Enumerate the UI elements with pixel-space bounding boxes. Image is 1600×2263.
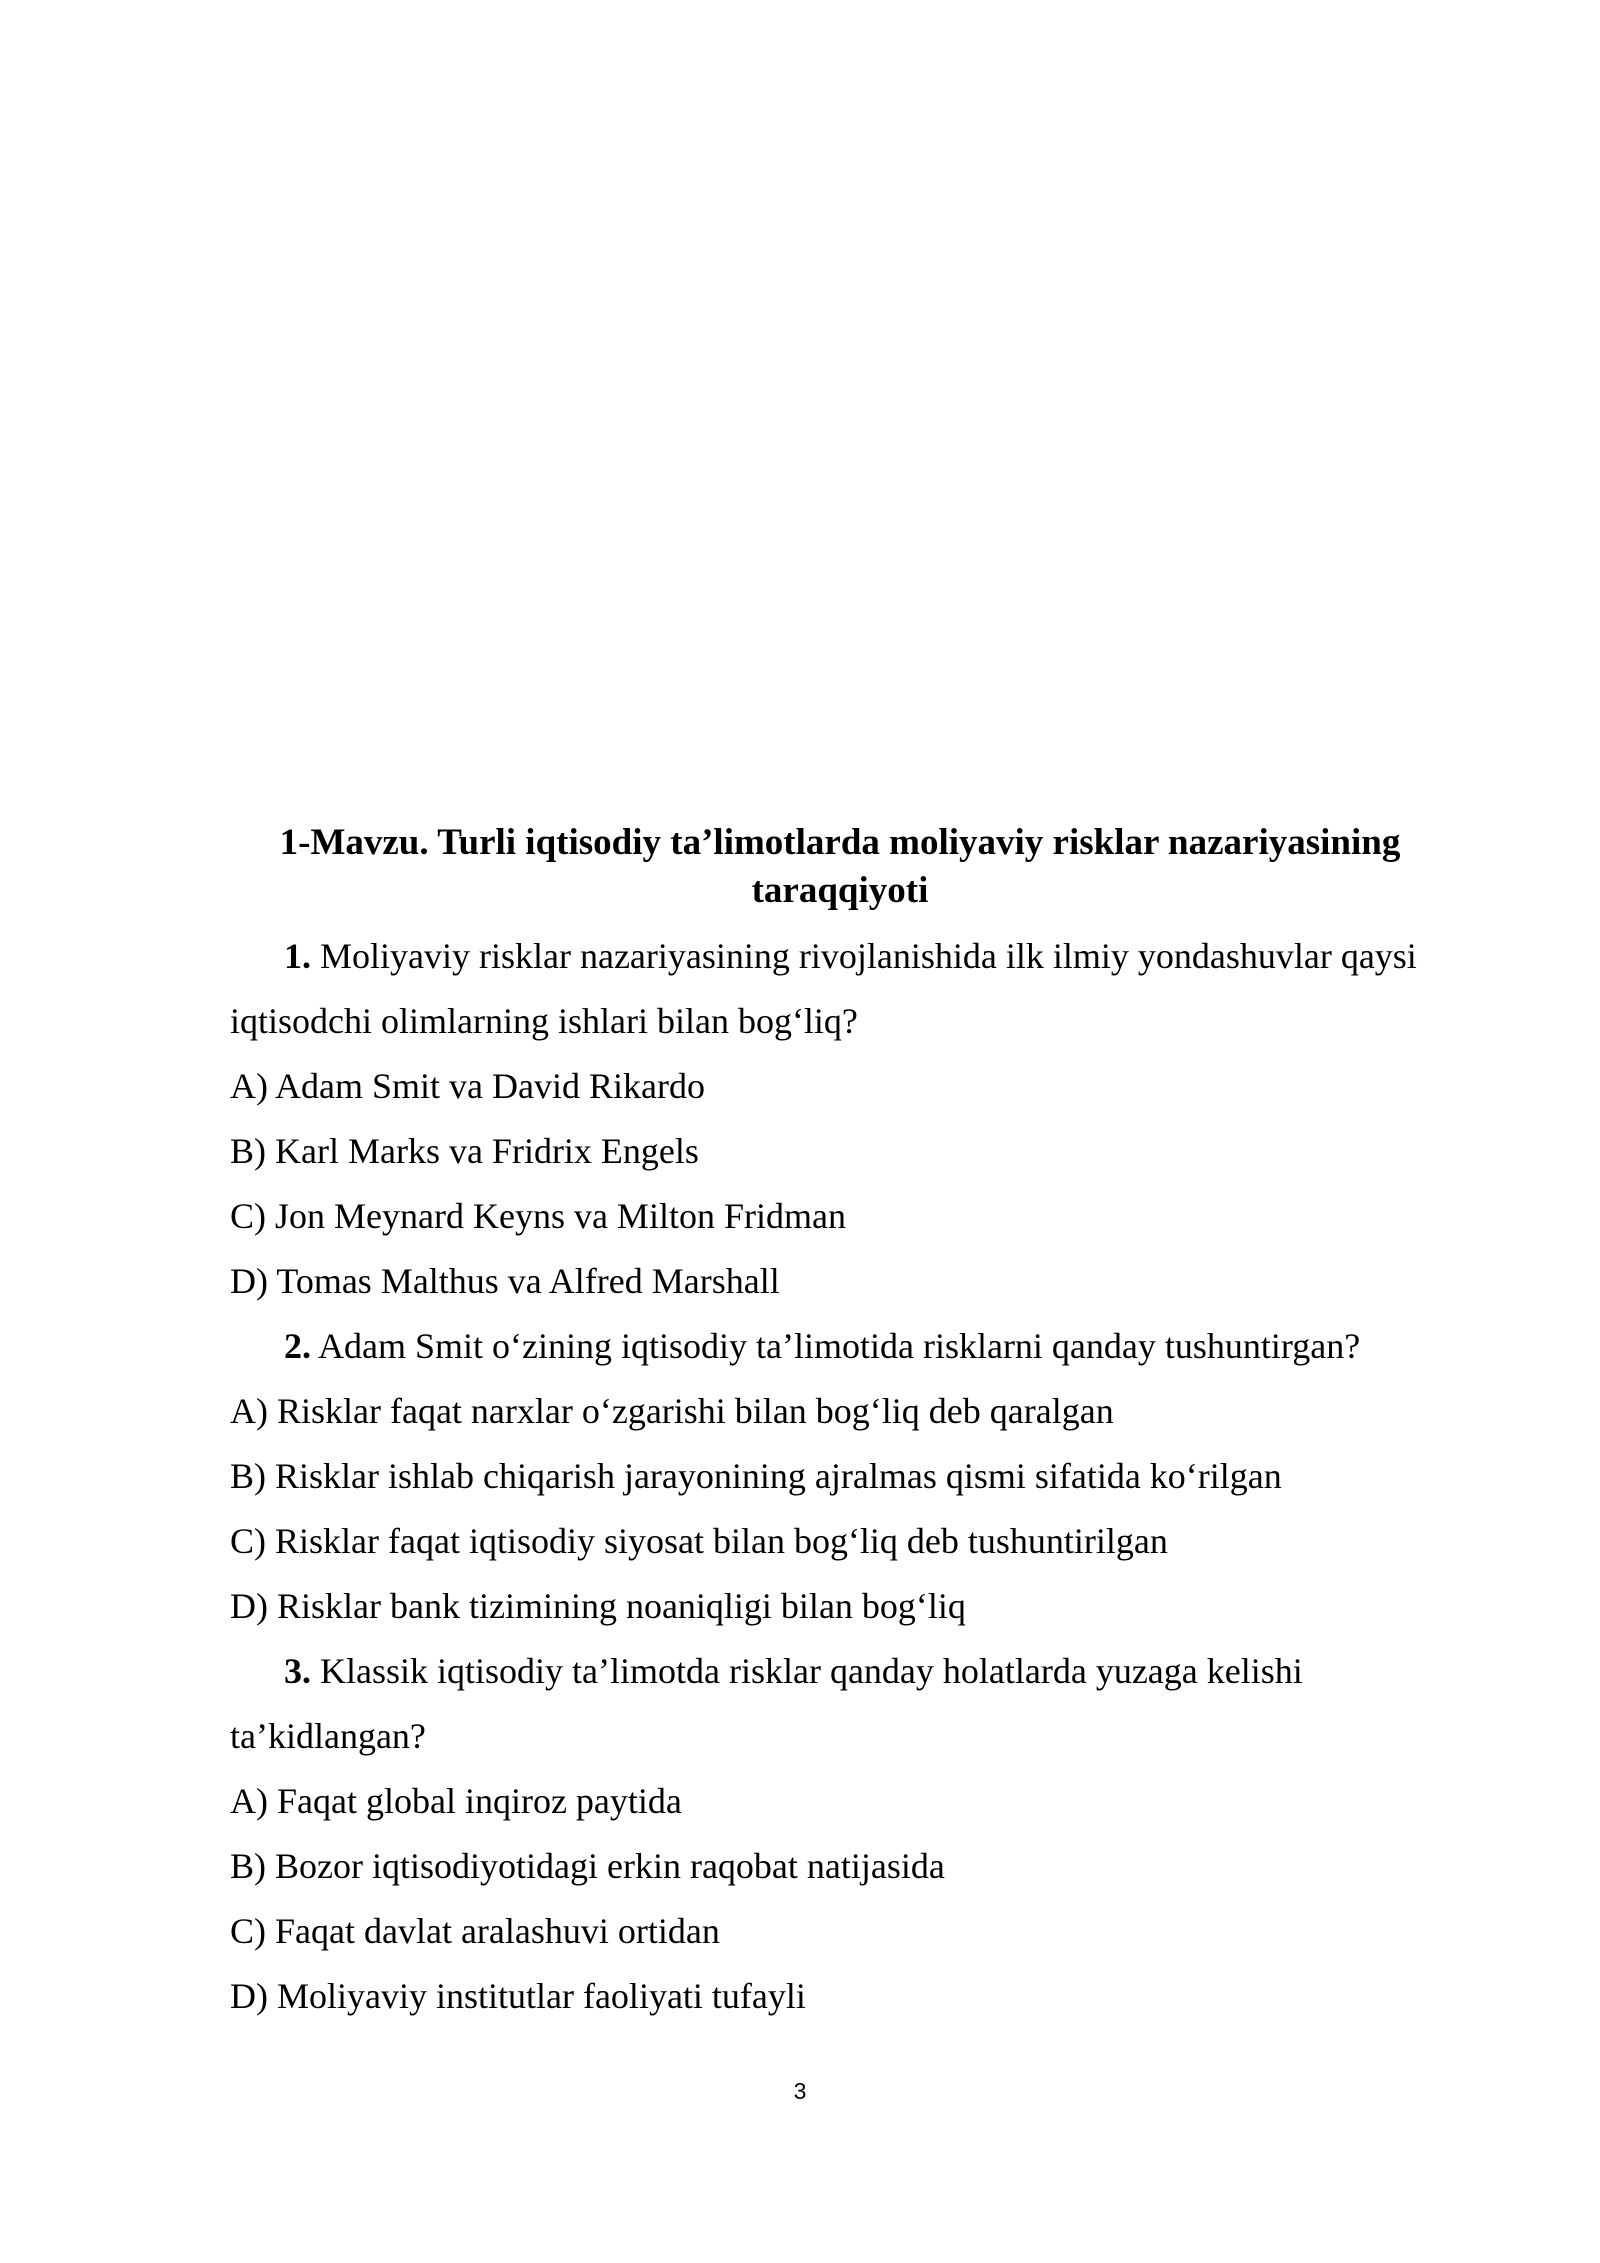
- page-title-line-1: 1-Mavzu. Turli iqtisodiy ta’limotlarda moliyaviy risklar nazariyasining: [279, 822, 1401, 863]
- question-1-number: 1.: [284, 936, 311, 976]
- question-2-option-b: B) Risklar ishlab chiqarish jarayonining ajralmas qismi sifatida ko‘rilgan: [230, 1456, 1282, 1496]
- question-3-option-a: A) Faqat global inqiroz paytida: [230, 1781, 682, 1821]
- question-1-option-d: D) Tomas Malthus va Alfred Marshall: [230, 1261, 780, 1301]
- question-1-text-line-1: Moliyaviy risklar nazariyasining rivojlanishida ilk ilmiy yondashuvlar qaysi: [311, 936, 1417, 976]
- question-2-number: 2.: [284, 1326, 311, 1366]
- question-1-option-b: B) Karl Marks va Fridrix Engels: [230, 1131, 699, 1171]
- question-1-option-a: A) Adam Smit va David Rikardo: [230, 1066, 705, 1106]
- question-1-text: [284, 938, 1417, 974]
- question-3-text-line-1: Klassik iqtisodiy ta’limotda risklar qanday holatlarda yuzaga kelishi: [311, 1651, 1303, 1691]
- question-1-option-c: C) Jon Meynard Keyns va Milton Fridman: [230, 1196, 846, 1236]
- question-2-option-d: D) Risklar bank tizimining noaniqligi bilan bog‘liq: [230, 1586, 966, 1626]
- question-3-text: [284, 1653, 1303, 1689]
- question-3-number: 3.: [284, 1651, 311, 1691]
- question-3-option-d: D) Moliyaviy institutlar faoliyati tufayli: [230, 1976, 806, 2016]
- question-2-option-c: C) Risklar faqat iqtisodiy siyosat bilan bog‘liq deb tushuntirilgan: [230, 1521, 1168, 1561]
- question-2-text: [284, 1328, 1360, 1364]
- question-3-option-b: B) Bozor iqtisodiyotidagi erkin raqobat natijasida: [230, 1846, 945, 1886]
- page-title-line-2: taraqqiyoti: [751, 870, 929, 911]
- question-1-text-line-2: iqtisodchi olimlarning ishlari bilan bog‘liq?: [230, 1001, 858, 1041]
- question-3-text-line-2: ta’kidlangan?: [230, 1716, 426, 1756]
- question-3-option-c: C) Faqat davlat aralashuvi ortidan: [230, 1911, 720, 1951]
- question-2-option-a: A) Risklar faqat narxlar o‘zgarishi bilan bog‘liq deb qaralgan: [230, 1391, 1114, 1431]
- question-2-text-line-1: Adam Smit o‘zining iqtisodiy ta’limotida risklarni qanday tushuntirgan?: [311, 1326, 1361, 1366]
- page-number: 3: [793, 2078, 807, 2104]
